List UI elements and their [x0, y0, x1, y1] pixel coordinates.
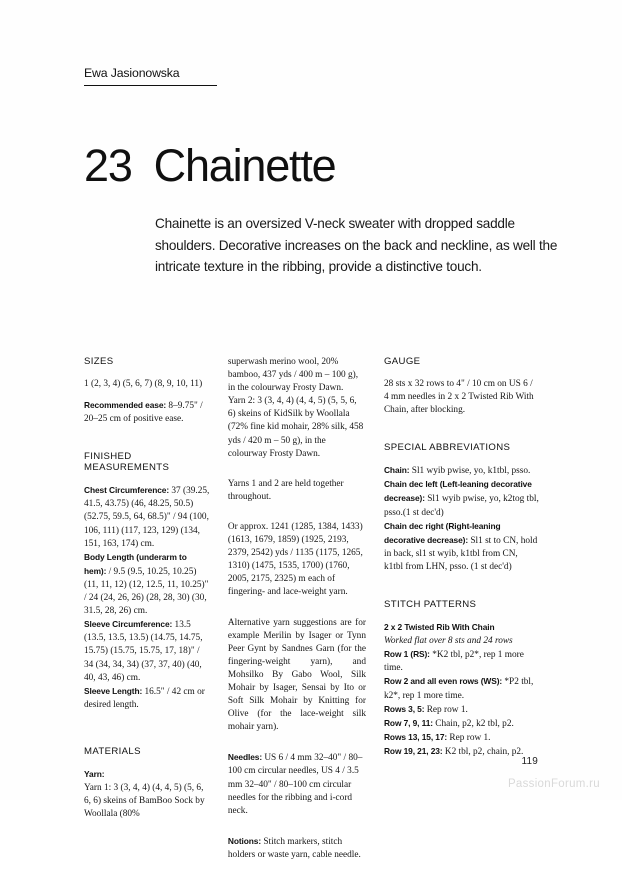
pattern-number: 23 [84, 140, 132, 191]
chest-circumference [84, 484, 210, 550]
sleeve-circ-label: Sleeve Circumference: [84, 619, 173, 630]
measurements-heading: FINISHED MEASUREMENTS [84, 451, 170, 474]
held-together-note: Yarns 1 and 2 are held together throughout. [227, 478, 344, 502]
sleeve-circumference [84, 618, 210, 684]
ease-label: Recommended ease: [84, 400, 167, 411]
row131517-label: Rows 13, 15, 17: [383, 731, 448, 742]
sizes-heading: SIZES [84, 356, 114, 367]
abbrev-chain [384, 464, 539, 478]
intro-paragraph: Chainette is an oversized V-neck sweater with dropped saddle shoulders. Decorative increases on the back and neckline, as well the intricate texture in the ribbing, provide a distinctive touch. [155, 216, 558, 274]
spacer [228, 826, 366, 835]
body-length-label: Body Length (underarm to hem): [84, 551, 187, 576]
chest-text: 37 (39.25, 41.5, 43.75) (46, 48.25, 50.5) (52.75, 59.5, 64, 68.5)" / 94 (100, 106, 111) (117, 123, 129) (134, 151, 163, 174) cm. [84, 486, 210, 549]
sleeve-len-label: Sleeve Length: [84, 685, 143, 696]
recommended-ease [84, 399, 210, 426]
sleeve-circ-text: 13.5 (13.5, 13.5, 13.5) (14.75, 14.75, 15.75) (15.75, 15.75, 17, 18)" / 34 (34, 34, 34) (37, 37, 40) (40, 40, 43, 46) cm. [84, 620, 203, 683]
author-name: Ewa Jasionowska [84, 66, 180, 80]
approx-yardage: Or approx. 1241 (1285, 1384, 1433) (1613, 1679, 1859) (1925, 2193, 2379, 2542) yds / 1135 (1175, 1265, 1310) (1475, 1535, 1700) (1760, 2005, 2175, 2325) m each of fingering- and lace-weight yarn. [227, 521, 363, 598]
row-2 [384, 675, 539, 702]
rows-7-9-11 [384, 717, 539, 731]
spacer [384, 425, 539, 442]
yarn-label: Yarn: [84, 768, 105, 779]
spacer [228, 742, 366, 751]
yarn2-label: Yarn 2: [227, 396, 256, 407]
stitch-pattern-subtitle: Worked flat over 8 sts and 24 rows [383, 636, 513, 647]
row7911-label: Row 7, 9, 11: [383, 717, 433, 728]
row-1 [384, 648, 539, 675]
yarn-one-continued: superwash merino wool, 20% bamboo, 437 yds / 400 m – 100 g), in the colourway Frosty Dawn. [227, 357, 359, 394]
chain-text: Sl1 wyib pwise, yo, k1tbl, psso. [409, 466, 531, 477]
needles [228, 751, 366, 817]
gauge-heading: GAUGE [383, 356, 421, 367]
spacer [228, 469, 366, 478]
column-two [228, 356, 384, 870]
yarn-one [84, 782, 210, 821]
column-three [384, 356, 539, 870]
notions [228, 835, 366, 862]
abbrev-dec-left [384, 478, 539, 519]
gauge-text: 28 sts x 32 rows to 4" / 10 cm on US 6 / 4 mm needles in 2 x 2 Twisted Rib With Chain, after blocking. [383, 379, 534, 416]
sleeve-len-text: 16.5" / 42 cm or desired length. [84, 686, 205, 710]
chest-label: Chest Circumference: [84, 485, 170, 496]
page-number: 119 [521, 756, 538, 767]
dec-left-label: Chain dec left (Left-leaning decorative decrease): [383, 479, 532, 504]
byline-block [84, 66, 217, 86]
row1-label: Row 1 (RS): [383, 649, 430, 660]
chain-label: Chain: [383, 465, 410, 476]
row192123-label: Row 19, 21, 23: [383, 745, 443, 756]
content-columns [84, 356, 539, 870]
notions-label: Notions: [227, 835, 262, 846]
row35-label: Rows 3, 5: [383, 703, 425, 714]
row131517-text: Rep row 1. [447, 732, 491, 743]
spacer [228, 512, 366, 521]
row1-text: *K2 tbl, p2*, rep 1 more time. [383, 650, 524, 674]
spacer [384, 582, 539, 599]
row7911-text: Chain, p2, k2 tbl, p2. [432, 718, 514, 729]
rows-13-15-17 [384, 731, 539, 745]
ease-text: 8–9.75" / 20–25 cm of positive ease. [84, 401, 203, 425]
yarn1-label: Yarn 1: [84, 782, 112, 793]
watermark: PassionForum.ru [507, 778, 600, 790]
needles-label: Needles: [227, 752, 263, 763]
materials-heading: MATERIALS [84, 745, 141, 757]
spacer [228, 608, 366, 617]
rows-19-21-23 [384, 745, 539, 759]
abbrev-dec-right [384, 520, 539, 574]
sizes-list: 1 (2, 3, 4) (5, 6, 7) (8, 9, 10, 11) [84, 379, 203, 389]
yarn1-text: 3 (3, 4, 4) (4, 4, 5) (5, 6, 6, 6) skeins of BamBoo Sock by Woollala (80% [84, 782, 205, 820]
alternative-yarns: Alternative yarn suggestions are for example Merilin by Isager or Tynn Peer Gynt by Sandnes Garn (for the fingering-weight yarn), and Mohsilko By Gabo Wool, Silk Mohair by Isager, Sensai by Ito or Soft Silk Mohair by Knitting for Olive (for the lace-weight silk mohair yarn). [227, 617, 366, 733]
yarn-label-line [84, 768, 210, 782]
byline-divider [84, 85, 217, 86]
spacer [84, 434, 210, 451]
dec-right-label: Chain dec right (Right-leaning decorative decrease): [383, 520, 501, 545]
dec-right-text: Sl1 st to CN, hold in back, sl1 st wyib, k1tbl from CN, k1tbl from LHN, psso. (1 st dec'd) [383, 535, 538, 572]
stitch-patterns-heading: STITCH PATTERNS [383, 599, 477, 611]
body-length [84, 551, 210, 618]
spacer [84, 720, 210, 746]
column-one [84, 356, 228, 870]
row192123-text: K2 tbl, p2, chain, p2. [442, 746, 524, 757]
sleeve-length [84, 685, 210, 712]
yarn-two [228, 395, 366, 460]
rows-3-5 [384, 703, 539, 717]
stitch-pattern-name [384, 621, 539, 635]
row2-label: Row 2 and all even rows (WS): [383, 676, 503, 687]
page-title [84, 140, 336, 192]
row2-text: *P2 tbl, k2*, rep 1 more time. [383, 677, 534, 701]
dec-left-text: Sl1 wyib pwise, yo, k2tog tbl, psso.(1 st dec'd) [383, 494, 539, 518]
body-length-text: / 9.5 (9.5, 10.25, 10.25) (11, 11, 12) (12, 12.5, 11, 10.25)" / 24 (24, 26, 26) (28, 28, 30) (30, 31.5, 28, 26) cm. [84, 566, 209, 617]
yarn2-text: 3 (3, 4, 4) (4, 4, 5) (5, 5, 6, 6) skeins of KidSilk by Woollala (72% fine kid mohair, 28% silk, 458 yds / 420 m – 50 g), in the colourway Frosty Dawn. [227, 396, 364, 459]
notions-text: Stitch markers, stitch holders or waste yarn, cable needle. [227, 836, 361, 860]
needles-text: US 6 / 4 mm 32–40" / 80–100 cm circular needles, US 4 / 3.5 mm 32–40" / 80–100 cm circular needles for the ribbing and i-cord neck. [227, 753, 363, 816]
abbreviations-heading: SPECIAL ABBREVIATIONS [383, 442, 511, 454]
pattern-name: Chainette [153, 140, 336, 191]
row35-text: Rep row 1. [424, 704, 468, 715]
pattern-title: 2 x 2 Twisted Rib With Chain [383, 622, 495, 633]
